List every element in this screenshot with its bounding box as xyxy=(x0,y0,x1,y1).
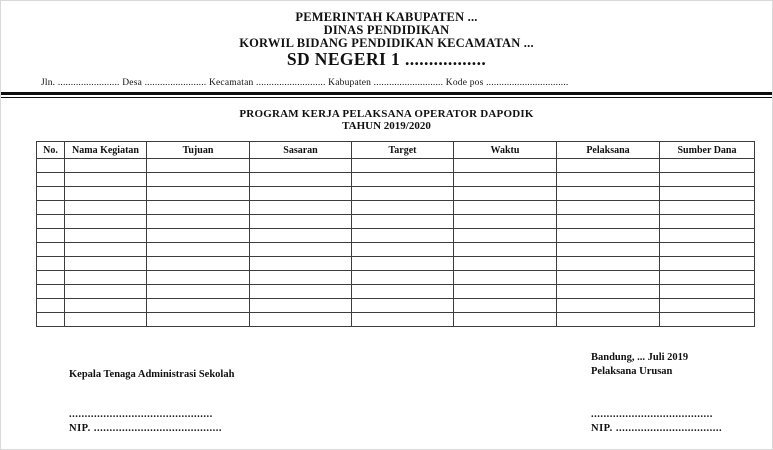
column-header: Pelaksana xyxy=(557,142,660,159)
letterhead-school-name: SD NEGERI 1 ................. xyxy=(286,49,487,69)
column-header: Waktu xyxy=(454,142,557,159)
table-cell xyxy=(65,215,147,229)
table-row xyxy=(37,229,755,243)
table-cell xyxy=(65,299,147,313)
table-cell xyxy=(65,257,147,271)
table-cell xyxy=(147,229,250,243)
table-cell xyxy=(147,257,250,271)
document-title xyxy=(1,108,772,133)
column-header: Nama Kegiatan xyxy=(65,142,147,159)
signature-block-right xyxy=(591,408,722,435)
table-cell xyxy=(352,215,454,229)
table-cell xyxy=(352,159,454,173)
table-cell xyxy=(557,229,660,243)
table-cell xyxy=(557,285,660,299)
table-cell xyxy=(37,159,65,173)
table-cell xyxy=(454,159,557,173)
table-cell xyxy=(37,313,65,327)
program-kerja-table xyxy=(36,141,755,327)
table-cell xyxy=(352,285,454,299)
table-cell xyxy=(660,229,755,243)
table-cell xyxy=(352,299,454,313)
table-cell xyxy=(147,285,250,299)
table-cell xyxy=(37,285,65,299)
table-cell xyxy=(37,215,65,229)
signature-nip-line-left: NIP. ......................................... xyxy=(69,422,222,434)
signature-role-left: Kepala Tenaga Administrasi Sekolah xyxy=(69,369,235,380)
table-row xyxy=(37,313,755,327)
table-cell xyxy=(660,257,755,271)
table-cell xyxy=(147,201,250,215)
table-row xyxy=(37,159,755,173)
table-cell xyxy=(352,173,454,187)
table-cell xyxy=(352,243,454,257)
table-cell xyxy=(147,313,250,327)
table-cell xyxy=(37,271,65,285)
column-header: Tujuan xyxy=(147,142,250,159)
signature-role-right: Pelaksana Urusan xyxy=(591,365,673,377)
table-cell xyxy=(250,299,352,313)
table-cell xyxy=(65,313,147,327)
table-cell xyxy=(352,201,454,215)
table-cell xyxy=(65,201,147,215)
table-cell xyxy=(37,173,65,187)
table-cell xyxy=(557,173,660,187)
letterhead-address-line: Jln. ........................ Desa ........................ Kecamatan ........................... Kabupaten ........................... Kode pos ................................ xyxy=(41,78,569,88)
table-cell xyxy=(454,271,557,285)
table-cell xyxy=(660,285,755,299)
letterhead xyxy=(1,11,772,69)
table-cell xyxy=(454,173,557,187)
table-cell xyxy=(65,243,147,257)
table-cell xyxy=(660,201,755,215)
table-cell xyxy=(147,173,250,187)
letterhead-rule-thick xyxy=(1,92,773,95)
signature-block-left xyxy=(69,408,222,435)
table-cell xyxy=(557,271,660,285)
table-cell xyxy=(250,271,352,285)
table-cell xyxy=(352,229,454,243)
table-row xyxy=(37,187,755,201)
table-cell xyxy=(660,159,755,173)
table-row xyxy=(37,271,755,285)
table-cell xyxy=(147,243,250,257)
column-header: Sasaran xyxy=(250,142,352,159)
table-cell xyxy=(557,313,660,327)
table-cell xyxy=(250,285,352,299)
table-cell xyxy=(454,215,557,229)
table-row xyxy=(37,201,755,215)
table-cell xyxy=(250,229,352,243)
table-cell xyxy=(65,159,147,173)
table-cell xyxy=(454,299,557,313)
table-cell xyxy=(454,201,557,215)
table-cell xyxy=(352,313,454,327)
table-cell xyxy=(660,173,755,187)
table-cell xyxy=(557,201,660,215)
table-cell xyxy=(660,299,755,313)
table-cell xyxy=(250,159,352,173)
table-cell xyxy=(557,299,660,313)
table-cell xyxy=(454,285,557,299)
letterhead-korwil-line: KORWIL BIDANG PENDIDIKAN KECAMATAN ... xyxy=(239,36,534,50)
table-cell xyxy=(65,271,147,285)
table-cell xyxy=(660,243,755,257)
table-cell xyxy=(454,243,557,257)
table-cell xyxy=(147,271,250,285)
table-cell xyxy=(454,313,557,327)
table-cell xyxy=(65,285,147,299)
table-cell xyxy=(250,215,352,229)
table-cell xyxy=(454,187,557,201)
table-cell xyxy=(250,313,352,327)
table-cell xyxy=(37,243,65,257)
document-title-line1: PROGRAM KERJA PELAKSANA OPERATOR DAPODIK xyxy=(239,108,534,120)
table-cell xyxy=(557,243,660,257)
table-cell xyxy=(352,187,454,201)
column-header: Target xyxy=(352,142,454,159)
column-header: No. xyxy=(37,142,65,159)
signature-place-date: Bandung, ... Juli 2019 xyxy=(591,352,689,363)
table-cell xyxy=(660,187,755,201)
table-cell xyxy=(454,257,557,271)
table-cell xyxy=(250,187,352,201)
table-cell xyxy=(660,271,755,285)
table-cell xyxy=(147,299,250,313)
table-cell xyxy=(557,159,660,173)
table-row xyxy=(37,215,755,229)
table-cell xyxy=(37,299,65,313)
table-cell xyxy=(37,257,65,271)
table-cell xyxy=(557,187,660,201)
table-cell xyxy=(37,229,65,243)
table-cell xyxy=(557,257,660,271)
table-cell xyxy=(250,257,352,271)
table-cell xyxy=(65,173,147,187)
table-cell xyxy=(250,173,352,187)
table-cell xyxy=(352,257,454,271)
table-cell xyxy=(147,187,250,201)
table-cell xyxy=(557,215,660,229)
table-cell xyxy=(660,313,755,327)
letterhead-rule-thin xyxy=(1,97,773,98)
table-row xyxy=(37,285,755,299)
letterhead-government-line: PEMERINTAH KABUPATEN ... xyxy=(295,10,478,24)
table-cell xyxy=(250,243,352,257)
table-body xyxy=(37,159,755,327)
letterhead-department-line: DINAS PENDIDIKAN xyxy=(323,23,450,37)
document-title-line2: TAHUN 2019/2020 xyxy=(342,120,431,132)
table-cell xyxy=(37,201,65,215)
table-cell xyxy=(454,229,557,243)
signature-name-line-right: ....................................... xyxy=(591,409,713,420)
signature-place-date-block xyxy=(591,351,688,378)
column-header: Sumber Dana xyxy=(660,142,755,159)
table-cell xyxy=(352,271,454,285)
table-cell xyxy=(250,201,352,215)
table-header-row xyxy=(37,142,755,159)
table-cell xyxy=(147,215,250,229)
table-row xyxy=(37,243,755,257)
table-row xyxy=(37,173,755,187)
table-cell xyxy=(660,215,755,229)
table-cell xyxy=(147,159,250,173)
table-cell xyxy=(37,187,65,201)
signature-name-line-left: .............................................. xyxy=(69,409,213,420)
table-row xyxy=(37,299,755,313)
table-cell xyxy=(65,187,147,201)
signature-nip-line-right: NIP. .................................. xyxy=(591,422,723,434)
table-row xyxy=(37,257,755,271)
table-cell xyxy=(65,229,147,243)
